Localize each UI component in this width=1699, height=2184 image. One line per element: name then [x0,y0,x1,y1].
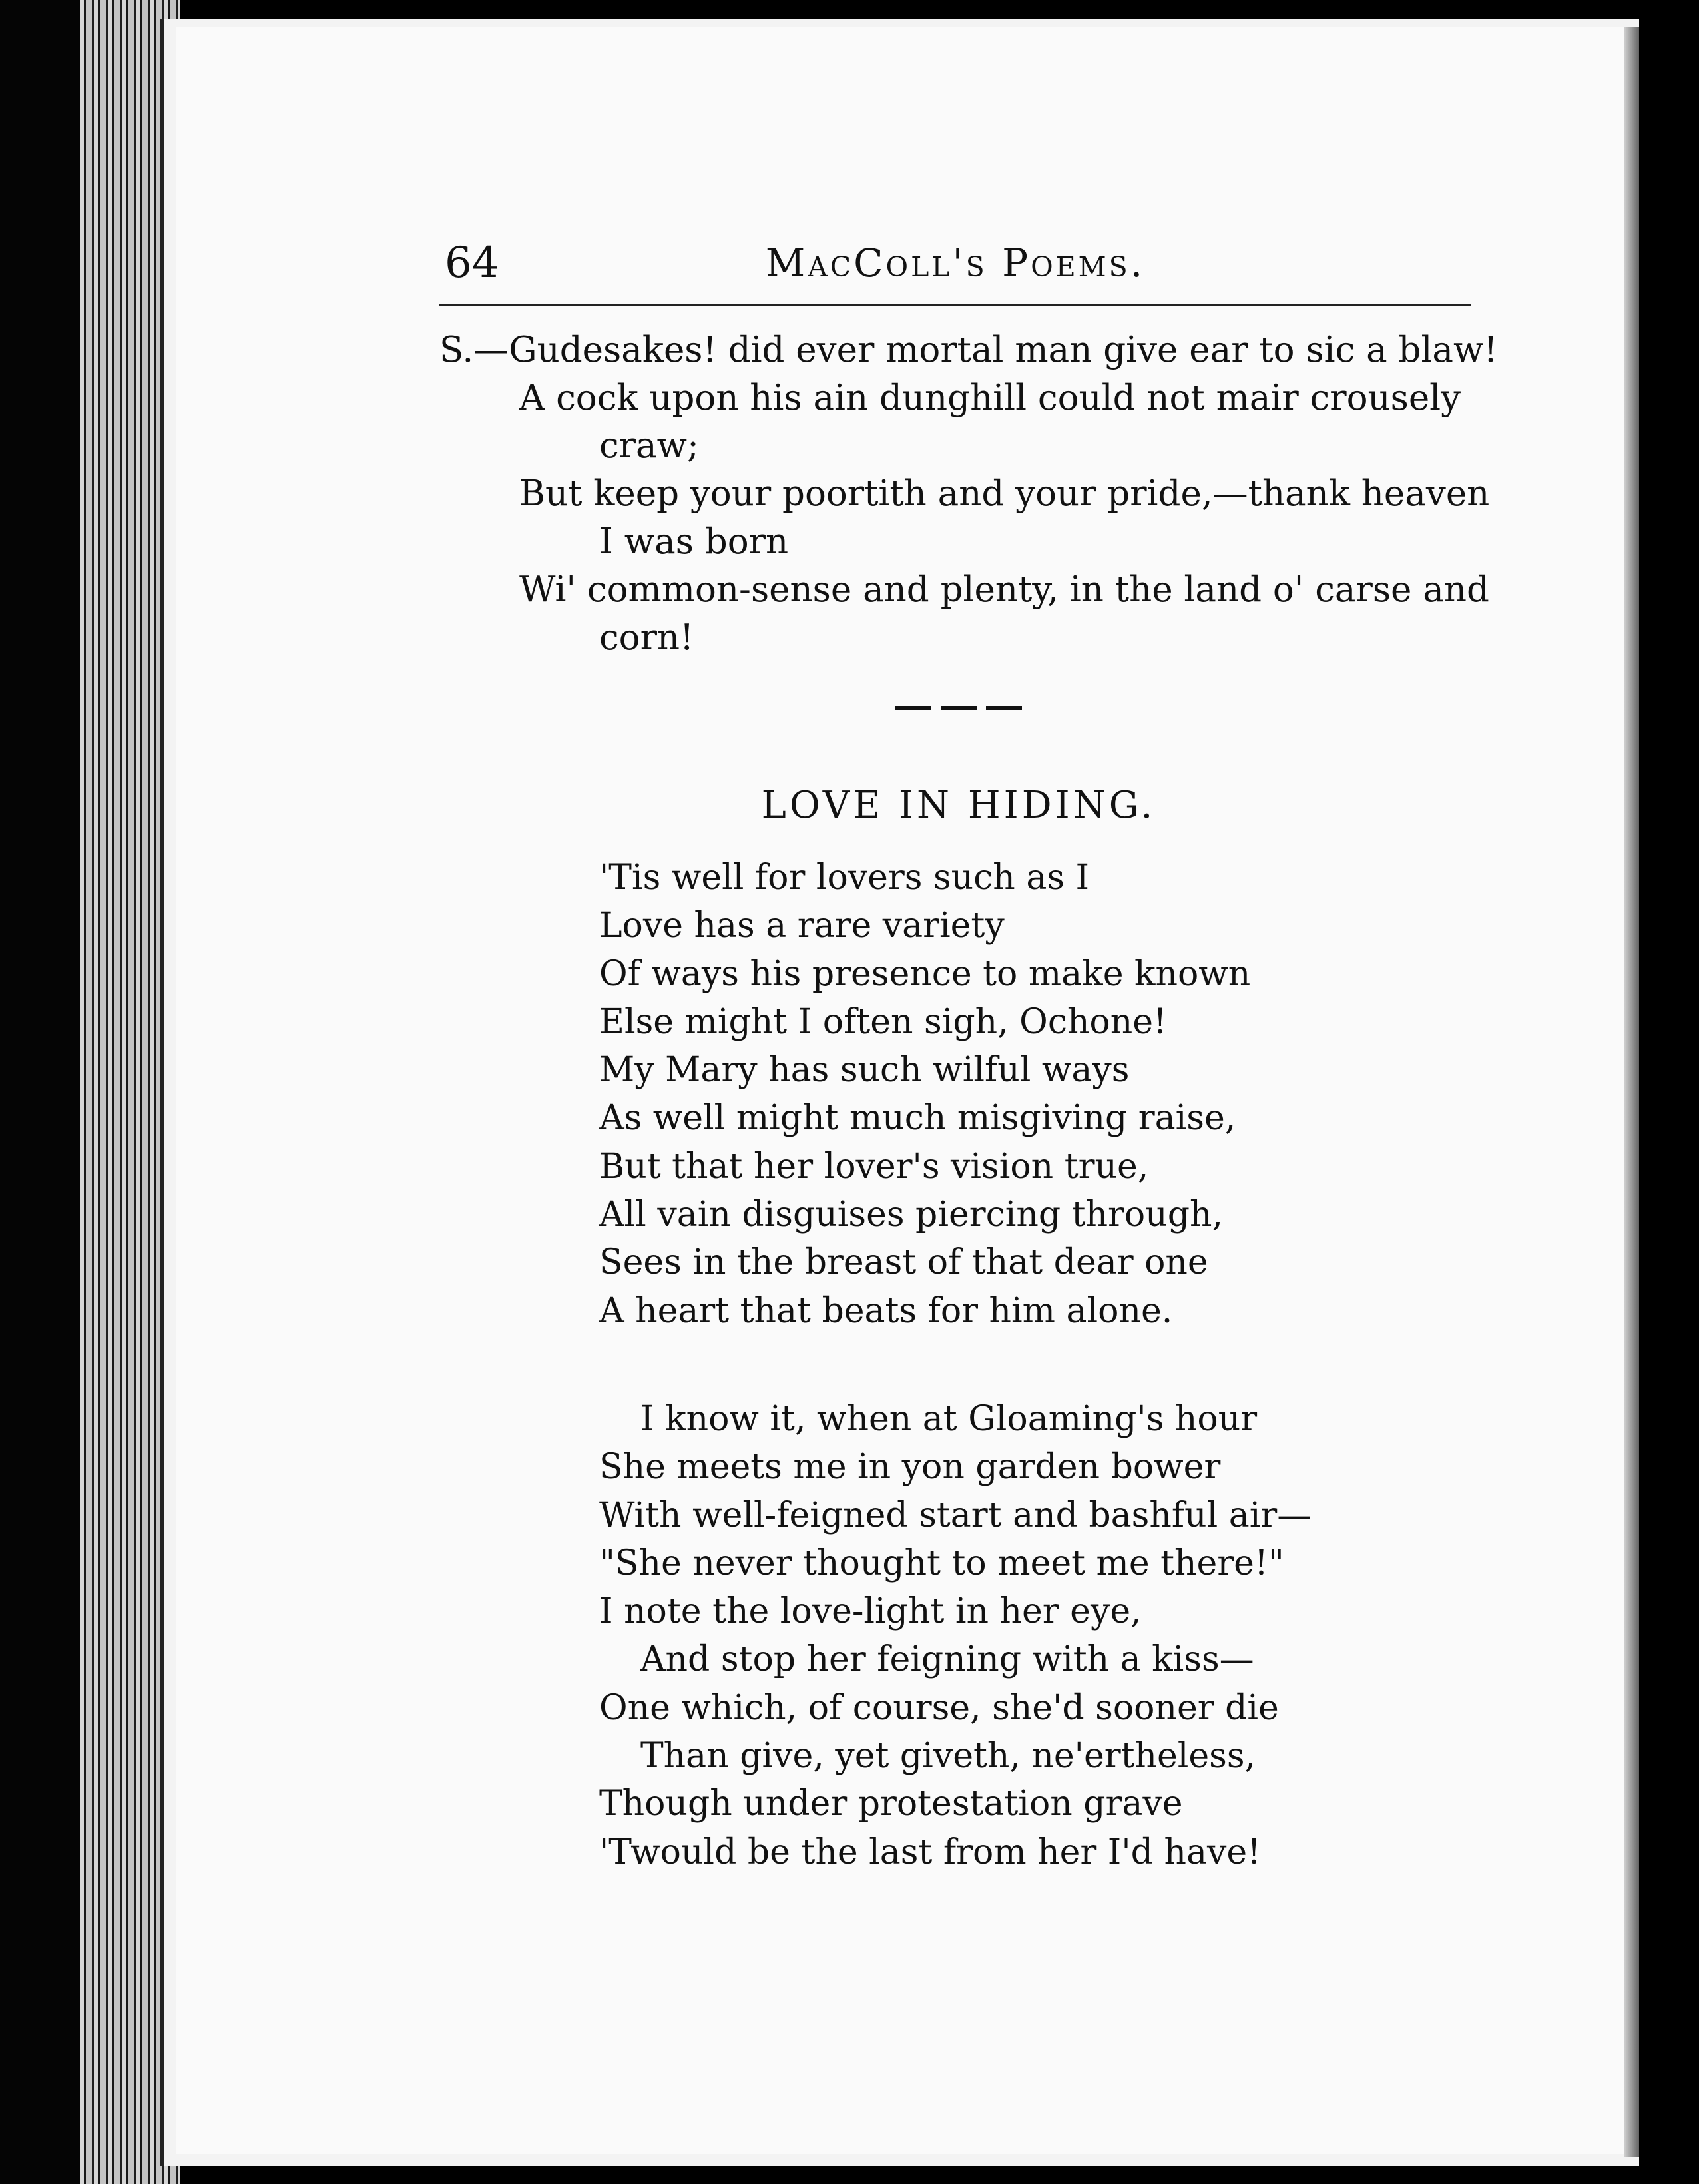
poem-line: Of ways his presence to make known [599,954,1251,994]
verse-line: Wi' common-sense and plenty, in the land o' carse and [519,569,1489,610]
verse-line: craw; [599,425,699,466]
section-separator [895,706,1022,710]
page-header [439,236,1471,310]
scan-border-right [1639,0,1699,2184]
poem-line: Though under protestation grave [599,1784,1183,1824]
poem-line: My Mary has such wilful ways [599,1050,1130,1091]
poem-line: Than give, yet giveth, ne'ertheless, [640,1736,1256,1776]
verse-line: A cock upon his ain dunghill could not mair crousely [519,378,1461,418]
previous-poem-ending [439,326,1498,662]
verse-line: But keep your poortith and your pride,—thank heaven [519,473,1490,514]
stanza-break [599,1335,1398,1395]
running-head: MacColl's Poems. [765,240,1146,286]
poem-line: But that her lover's vision true, [599,1146,1149,1187]
poem-line: A heart that beats for him alone. [599,1290,1173,1331]
poem-line: She meets me in yon garden bower [599,1447,1221,1488]
poem-line: Love has a rare variety [599,906,1005,946]
poem-line: One which, of course, she'd sooner die [599,1687,1279,1728]
page-number: 64 [445,238,499,288]
poem-line: 'Tis well for lovers such as I [599,858,1090,898]
poem-line: All vain disguises piercing through, [599,1195,1224,1235]
poem-line: And stop her feigning with a kiss— [640,1639,1254,1680]
poem-line: I know it, when at Gloaming's hour [640,1398,1258,1439]
poem-title: LOVE IN HIDING. [761,784,1156,827]
poem-line: Sees in the breast of that dear one [599,1242,1208,1283]
verse-line: I was born [599,521,789,562]
header-rule [439,304,1471,306]
verse-line: corn! [599,617,694,658]
verse-line: S.—Gudesakes! did ever mortal man give ear to sic a blaw! [439,330,1498,370]
poem-line: Else might I often sigh, Ochone! [599,1001,1167,1042]
poem-body [599,854,1398,1876]
poem-line: I note the love-light in her eye, [599,1591,1142,1632]
poem-line: 'Twould be the last from her I'd have! [599,1832,1261,1872]
poem-line: "She never thought to meet me there!" [599,1543,1284,1583]
poem-line: With well-feigned start and bashful air— [599,1495,1312,1535]
poem-line: As well might much misgiving raise, [599,1098,1236,1139]
